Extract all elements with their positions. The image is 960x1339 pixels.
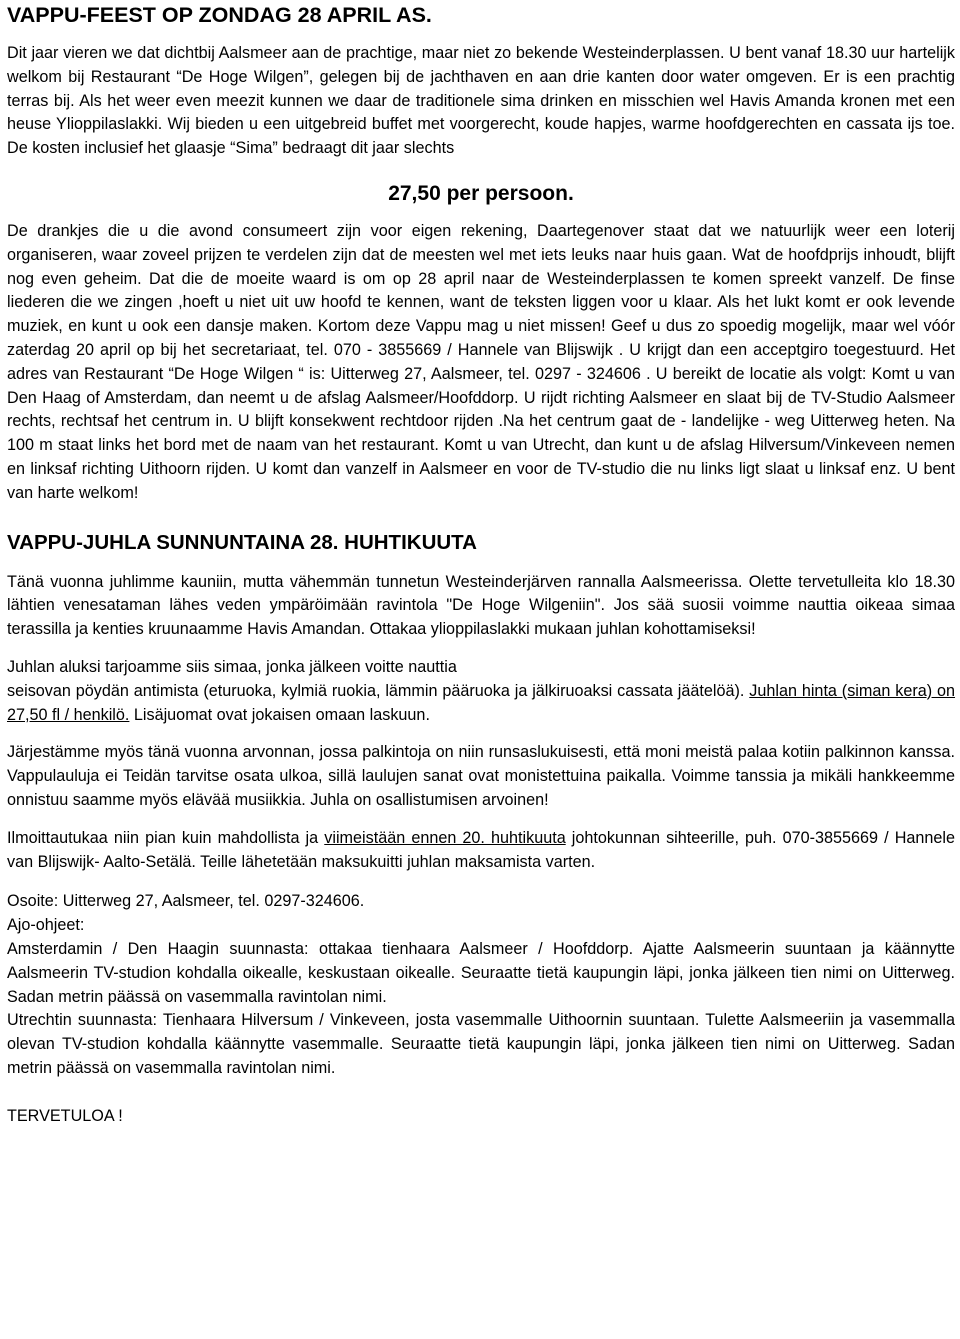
finnish-registration-paragraph bbox=[7, 827, 955, 875]
finnish-directions-utrecht: Utrechtin suunnasta: Tienhaara Hilversum / Vinkeveen, josta vasemmalle Uithoornin suuntaan. Tulette Aalsmeeriin ja vasemmalla olevan TV-studion kohdalla käännytte vasemmalle. Seuraatte tietä kaupungin läpi, jonka jälkeen tien nimi on Uitterweg. Sadan metrin päässä on vasemmalla ravintolan nimi. bbox=[7, 1011, 955, 1077]
document-page bbox=[7, 0, 955, 1128]
finnish-buffet-paragraph bbox=[7, 680, 955, 728]
finnish-contact-text: johtokunnan sihteerille, puh. 070-3855669 / Hannele van Blijswijk- Aalto-Setälä. Teille lähetetään maksukuitti juhlan maksamista varten. bbox=[7, 828, 956, 871]
finnish-lottery-paragraph: Järjestämme myös tänä vuonna arvonnan, jossa palkintoja on niin runsaslukuisesti, että moni meistä palaa kotiin palkinnon kanssa. Vappulauluja ei Teidän tarvitse osata ulkoa, sillä laulujen sanat ovat monistettuina paikalla. Voimme tanssia ja mikäli hankkeemme onnistuu saamme myös elävää musiikkia. Juhla on osallistumisen arvoinen! bbox=[7, 743, 955, 809]
finnish-buffet-intro: Juhlan aluksi tarjoamme siis simaa, jonka jälkeen voitte nauttia bbox=[7, 657, 457, 676]
dutch-price: 27,50 per persoon. bbox=[388, 181, 574, 205]
dutch-intro-paragraph: Dit jaar vieren we dat dichtbij Aalsmeer aan de prachtige, maar niet zo bekende Westeinderplassen. U bent vanaf 18.30 uur hartelijk welkom bij Restaurant “De Hoge Wilgen”, gelegen bij de jachthaven en aan drie kanten door water omgeven. Er is een prachtig terras bij. Als het weer even meezit kunnen we daar de traditionele sima drinken en misschien wel Havis Amanda kronen met een heuse Ylioppilaslakki. Wij bieden u een uitgebreid buffet met voorgerecht, koude hapjes, warme hoofdgerechten en cassata ijs toe. De kosten inclusief het glaasje “Sima” bedraagt dit jaar slechts bbox=[7, 44, 955, 158]
finnish-registration-text: Ilmoittautukaa niin pian kuin mahdollista ja bbox=[7, 828, 319, 847]
finnish-directions-amsterdam: Amsterdamin / Den Haagin suunnasta: ottakaa tienhaara Aalsmeer / Hoofddorp. Ajatte Aalsmeerin suuntaan ja käännytte Aalsmeerin TV-studion kohdalla oikealle, keskustaan oikealle. Seuraatte tietä kaupungin läpi, jonka jälkeen tien nimi on Uitterweg. Sadan metrin päässä on vasemmalla ravintolan nimi. bbox=[7, 939, 955, 1006]
dutch-heading: VAPPU-FEEST OP ZONDAG 28 APRIL AS. bbox=[7, 3, 432, 27]
finnish-heading: VAPPU-JUHLA SUNNUNTAINA 28. HUHTIKUUTA bbox=[7, 530, 477, 554]
finnish-buffet-text: seisovan pöydän antimista (eturuoka, kylmiä ruokia, lämmin pääruoka ja jälkiruoaksi cassata jäätelöä). bbox=[7, 681, 745, 700]
dutch-body-paragraph: De drankjes die u die avond consumeert zijn voor eigen rekening, Daartegenover staat dat we natuurlijk weer een loterij organiseren, waar zoveel prijzen te verdelen zijn dat de meesten wel met iets leuks naar huis gaan. Wat de hoofdprijs inhoudt, blijft nog even geheim. Dat die de moeite waard is om op 28 april naar de Westeinderplassen te komen spreekt vanzelf. De finse liederen die we zingen ,hoeft u niet uit uw hoofd te kennen, want de teksten liggen voor u klaar. Als het lukt komt er ook levende muziek, en kunt u ook een dansje maken. Kortom deze Vappu mag u niet missen! Geef u dus zo spoedig mogelijk, maar wel vóór zaterdag 20 april op bij het secretariaat, tel. 070 - 3855669 / Hannele van Blijswijk . U krijgt dan een acceptgiro toegestuurd. Het adres van Restaurant “De Hoge Wilgen “ is: Uitterweg 27, Aalsmeer, tel. 0297 - 324606 . U bereikt de locatie als volgt: Komt u van Den Haag of Amsterdam, dan neemt u de afslag Aalsmeer/Hoofddorp. U rijdt richting Aalsmeer en slaat bij de TV-Studio Aalsmeer rechts, rechtsaf het centrum in. U blijft konsekwent rechtdoor rijden .Na het centrum gaat de - landelijke - weg Uitterweg heten. Na 100 m staat links het bord met de naam van het restaurant. Komt u van Utrecht, dan kunt u de afslag Hilversum/Vinkeveen nemen en linksaf richting Uithoorn rijden. U komt dan vanzelf in Aalsmeer en voor de TV-studio die nu links ligt slaat u linksaf enz. U bent van harte welkom! bbox=[7, 221, 955, 502]
finnish-closing: TERVETULOA ! bbox=[7, 1106, 123, 1125]
finnish-intro-paragraph: Tänä vuonna juhlimme kauniin, mutta vähemmän tunnetun Westeinderjärven rannalla Aalsmeerissa. Olette tervetulleita klo 18.30 lähtien venesataman lähes veden ympäröimään ravintola "De Hoge Wilgeniin". Jos sää suosii voimme nauttia oikeaa simaa terassilla ja kenties kruunaamme Havis Amandan. Ottakaa ylioppilaslakki mukaan juhlan kohottamiseksi! bbox=[7, 572, 955, 639]
finnish-drinks-text: Lisäjuomat ovat jokaisen omaan laskuun. bbox=[133, 705, 430, 724]
finnish-deadline-text: viimeistään ennen 20. huhtikuuta bbox=[324, 828, 566, 847]
finnish-directions-label: Ajo-ohjeet: bbox=[7, 916, 85, 935]
finnish-address: Osoite: Uitterweg 27, Aalsmeer, tel. 0297-324606. bbox=[7, 892, 365, 911]
finnish-price-text: Juhlan hinta (siman kera) on 27,50 fl / henkilö. bbox=[7, 681, 956, 724]
